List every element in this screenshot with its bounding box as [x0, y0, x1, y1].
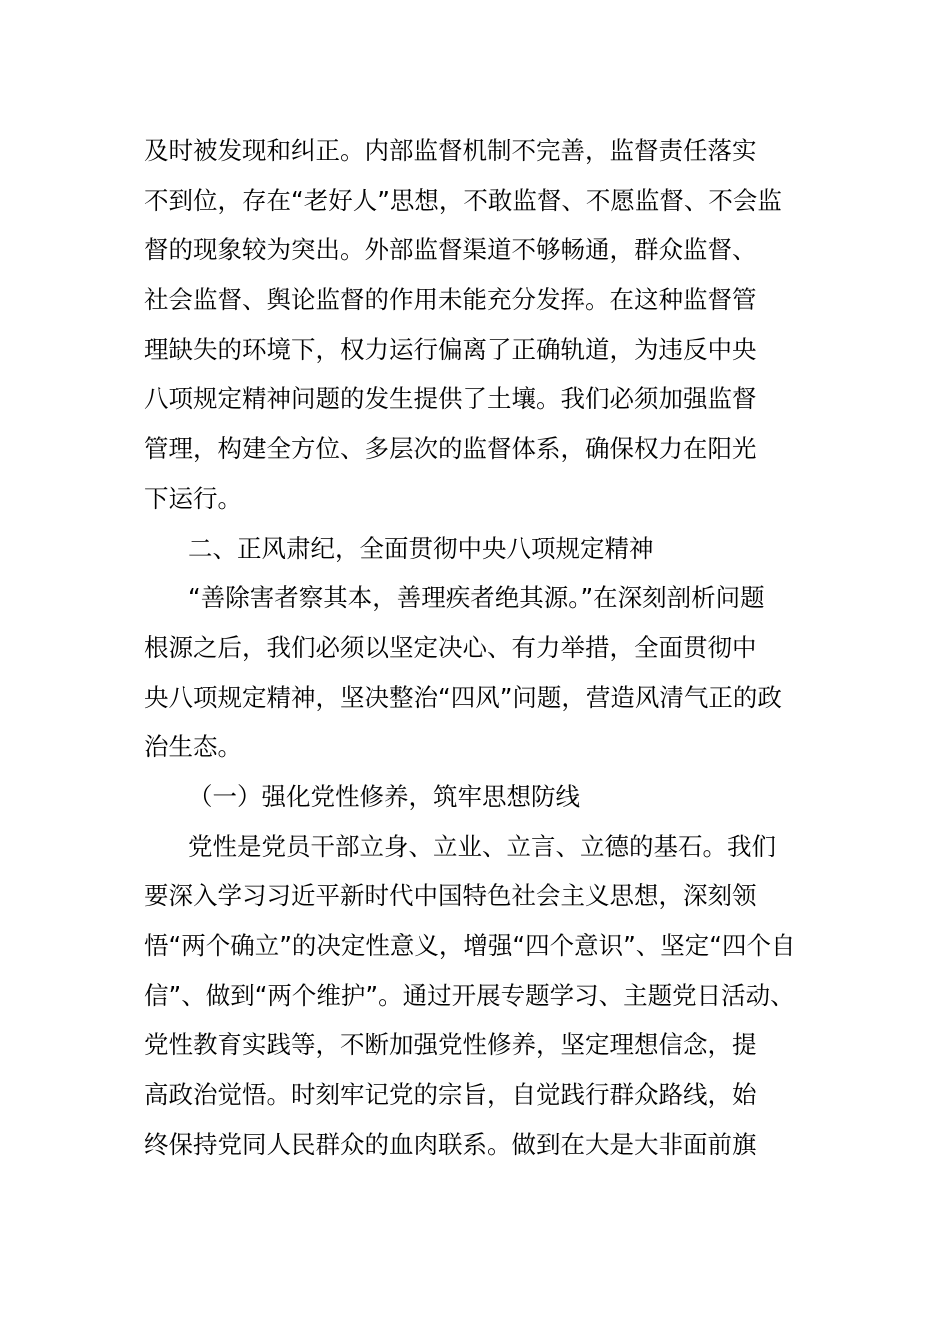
text-line: 治生态。 [144, 732, 242, 762]
text-line: 悟“两个确立”的决定性意义，增强“四个意识”、坚定“四个自 [144, 931, 796, 960]
text-line: 及时被发现和纠正。内部监督机制不完善，监督责任落实 [144, 136, 757, 165]
text-line: 督的现象较为突出。外部监督渠道不够畅通，群众监督、 [144, 235, 757, 265]
text-line: 社会监督、舆论监督的作用未能充分发挥。在这种监督管 [144, 285, 757, 315]
text-line: 理缺失的环境下，权力运行偏离了正确轨道，为违反中央 [144, 334, 757, 364]
text-line: 根源之后，我们必须以坚定决心、有力举措，全面贯彻中 [144, 632, 757, 662]
text-line: （一）强化党性修养，筑牢思想防线 [188, 781, 580, 811]
text-line: 二、正风肃纪，全面贯彻中央八项规定精神 [188, 533, 654, 563]
text-line: 高政治觉悟。时刻牢记党的宗旨，自觉践行群众路线，始 [144, 1080, 757, 1110]
text-line: 下运行。 [144, 483, 242, 513]
text-line: 央八项规定精神，坚决整治“四风”问题，营造风清气正的政 [144, 682, 782, 712]
text-line: 八项规定精神问题的发生提供了土壤。我们必须加强监督 [144, 384, 757, 414]
body-text [144, 126, 814, 1169]
text-line: 信”、做到“两个维护”。通过开展专题学习、主题党日活动、 [144, 980, 795, 1010]
text-line: 党性教育实践等，不断加强党性修养，坚定理想信念，提 [144, 1030, 757, 1060]
text-line: “善除害者察其本，善理疾者绝其源。”在深刻剖析问题 [188, 583, 765, 613]
text-line: 党性是党员干部立身、立业、立言、立德的基石。我们 [188, 831, 776, 861]
text-line: 不到位，存在“老好人”思想，不敢监督、不愿监督、不会监 [144, 185, 782, 215]
text-line: 要深入学习习近平新时代中国特色社会主义思想，深刻领 [144, 881, 757, 911]
text-line: 管理，构建全方位、多层次的监督体系，确保权力在阳光 [144, 434, 757, 464]
text-line: 终保持党同人民群众的血肉联系。做到在大是大非面前旗 [144, 1129, 757, 1159]
